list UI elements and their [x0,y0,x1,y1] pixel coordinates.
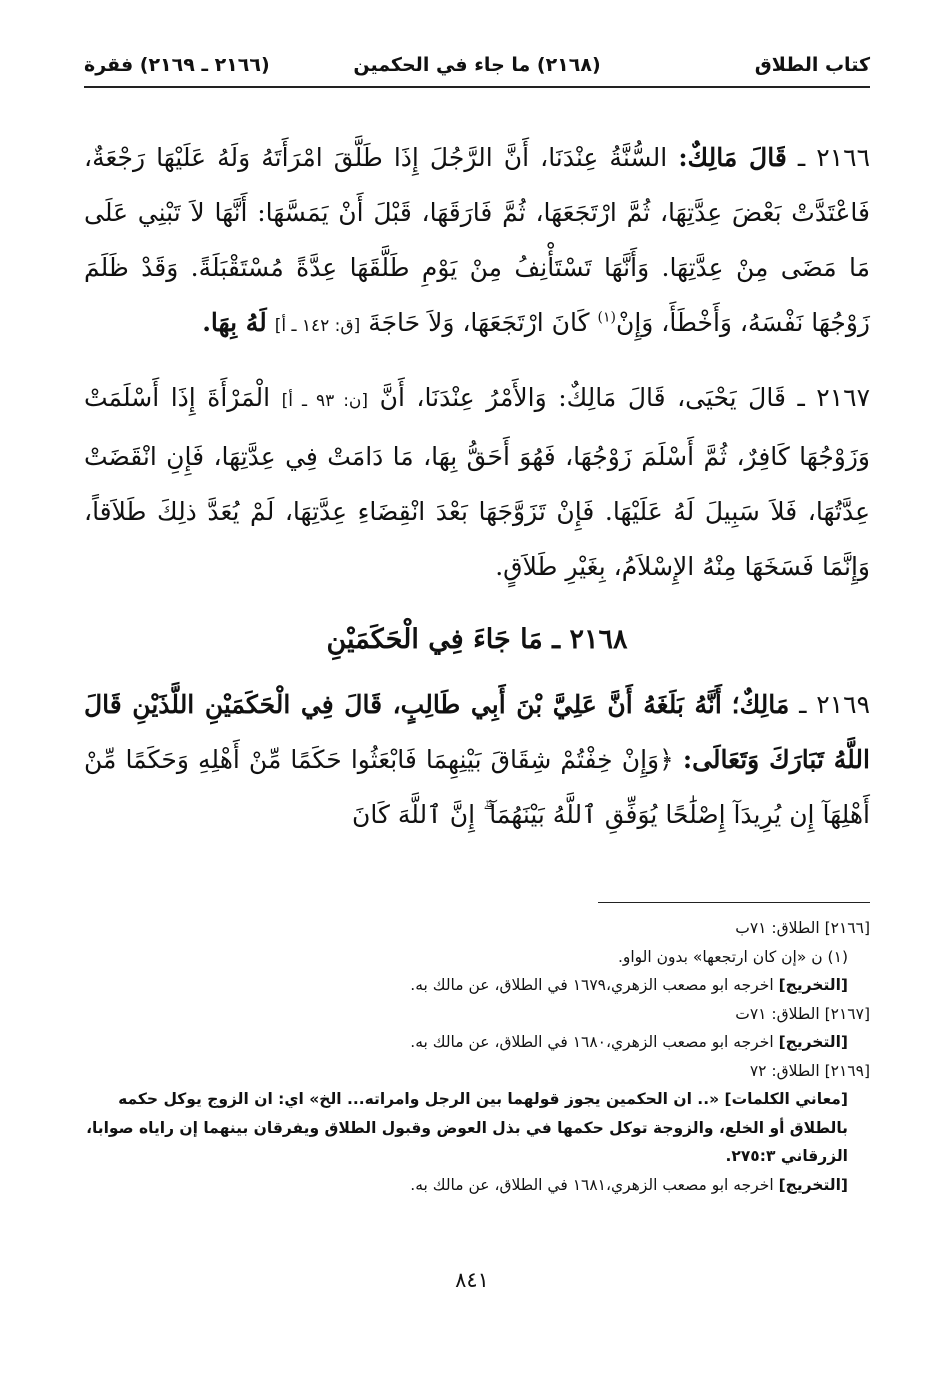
footnote-rule [598,902,870,903]
paragraph-2167 [84,370,870,594]
note-takhrij-2166 [84,971,870,1000]
speaker: قَالَ مَالِكٌ: [678,143,787,172]
footnote-ref: (١) [597,309,616,326]
manuscript-siglum: [ن: ٩٣ ـ أ] [281,391,369,411]
note-takhrij-2167 [84,1028,870,1057]
section-title: ٢١٦٨ ـ مَا جَاءَ فِي الْحَكَمَيْنِ [326,624,628,655]
note-takhrij-2169 [84,1171,870,1200]
paragraph-range: (٢١٦٦ ـ ٢١٦٩) فقرة [84,54,270,76]
note-variant: (١) ن «إن كان ارتجعها» بدون الواو. [617,947,848,966]
takhrij-text: اخرجه ابو مصعب الزهري،١٦٨٠ في الطلاق، عن مالك به. [410,1033,774,1051]
paragraph-number: ٢١٦٦ ـ [797,143,870,172]
takhrij-label: [التخريج] [778,1175,848,1194]
paragraph-text: لَهُ بِهَا. [202,308,267,337]
paragraph-2166 [84,130,870,354]
note-2166-ref: [٢١٦٦] الطلاق: ٧١ب [735,919,870,937]
paragraph-text: أَنَّهُ بَلَغَهُ أَنَّ عَلِيَّ بْنَ أَبِي طَالِبٍ، قَالَ فِي الْحَكَمَيْنِ اللَّذَيْنِ قَالَ اللَّهُ تَبَارَكَ وَتَعَالَى: [84,690,870,774]
book-title: كتاب الطلاق [754,54,870,76]
header-rule [84,86,870,88]
paragraph-text: وَالأَمْرُ عِنْدَنَا، أَنَّ [379,383,547,412]
word-meanings-label: [معاني الكلمات] [724,1090,848,1108]
takhrij-label: [التخريج] [778,1033,848,1051]
paragraph-number: ٢١٦٩ ـ [799,690,870,719]
takhrij-text: اخرجه ابو مصعب الزهري،١٦٨١ في الطلاق، عن مالك به. [410,1175,774,1194]
quran-verse: ﴿وَإِنْ خِفْتُمْ شِقَاقَ بَيْنِهِمَا فَابْعَثُوا حَكَمًا مِّنْ أَهْلِهِ وَحَكَمًا مِّنْ أَهْلِهَآ إِن يُرِيدَآ إِصْلَٰحًا يُوَفِّقِ ٱللَّهُ بَيْنَهُمَآ ۗ إِنَّ ٱللَّهَ كَانَ [84,745,870,829]
takhrij-label: [التخريج] [778,976,848,994]
running-header [84,54,870,84]
speaker: مَالِكٌ؛ [731,690,790,719]
manuscript-siglum: [ق: ١٤٢ ـ أ] [274,316,361,336]
note-word-meanings [84,1085,870,1171]
paragraph-number: ٢١٦٧ ـ [797,383,871,412]
main-text [84,130,870,860]
paragraph-text: الْمَرْأَةَ إِذَا أَسْلَمَتْ وَزَوْجُهَا كَافِرٌ، ثُمَّ أَسْلَمَ زَوْجُهَا، فَهُوَ أَحَقُّ بِهَا، مَا دَامَتْ فِي عِدَّتِهَا، فَإِنِ انْقَضَتْ عِدَّتُهَا، فَلاَ سَبِيلَ لَهُ عَلَيْهَا. فَإِنْ تَزَوَّجَهَا بَعْدَ انْقِضَاءِ عِدَّتِهَا، لَمْ يُعَدَّ ذلِكَ طَلاَقاً، وَإِنَّمَا فَسَخَهَا مِنْهُ الإِسْلاَمُ، بِغَيْرِ طَلاَقٍ. [84,383,870,581]
paragraph-2169 [84,677,870,842]
paragraph-text: كَانَ ارْتَجَعَهَا، وَلاَ حَاجَةَ [368,308,590,337]
footnotes [84,914,870,1199]
page-number: ٨٤١ [455,1268,489,1292]
takhrij-text: اخرجه ابو مصعب الزهري،١٦٧٩ في الطلاق، عن مالك به. [410,976,774,994]
chapter-heading: (٢١٦٨) ما جاء في الحكمين [353,54,601,76]
paragraph-text: السُّنَّةُ عِنْدَنَا، أَنَّ الرَّجُلَ إِذَا طَلَّقَ امْرَأَتَهُ وَلَهُ عَلَيْهَا رَجْعَةٌ، فَاعْتَدَّتْ بَعْضَ عِدَّتِهَا، ثُمَّ ارْتَجَعَهَا، ثُمَّ فَارَقَهَا، قَبْلَ أَنْ يَمَسَّهَا: أَنَّهَا لاَ تَبْنِي عَلَى مَا مَضَى مِنْ عِدَّتِهَا. وَأَنَّهَا تَسْتَأْنِفُ مِنْ يَوْمِ طَلَّقَهَا عِدَّةً مُسْتَقْبَلَةً. وَقَدْ ظَلَمَ زَوْجُهَا نَفْسَهُ، وَأَخْطَأَ، وَإِنْ [84,143,870,337]
speaker: قَالَ يَحْيَى، قَالَ مَالِكٌ: [558,383,786,412]
word-meanings-text: «.. ان الحكمين يجوز قولهما بين الرجل وامراته... الخ» اي: ان الزوج يوكل حكمه بالطلاق أو الخلع، والزوجة توكل حكمها في بذل العوض وقبول الطلاق ويفرقان بينهما إن راياه صوابا، الزرقاني ٢٧٥:٣. [86,1090,848,1165]
note-2167-ref: [٢١٦٧] الطلاق: ٧١ت [735,1004,870,1023]
note-2169-ref: [٢١٦٩] الطلاق: ٧٢ [749,1061,870,1080]
